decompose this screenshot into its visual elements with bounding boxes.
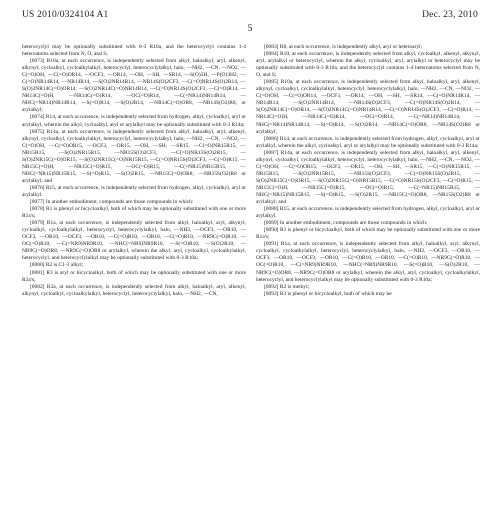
paragraph: [0081] R3 is aryl or bicycloalkyl, both of which may be optionally substituted with one or more R3a's; — [22, 269, 246, 283]
paragraph: [0075] R14a, at each occurrence, is independently selected from alkyl, haloalkyl, aryl, alkenyl, alkynyl, cycloalkyl, cycloalkylalkyl, heterocyclyl, heterocyclylalkyl, halo, —NH2, —CN, —NO2, —C(=O)OH, —C(=O)OR15, —OCF3, —OR15, —OH, —SH, —SR15, —C(=O)NR15R15, —NR15R15, —S(O)2NR15R15, —NR15S(O)2CF3, —C(=O)NR15S(O)2R15, —S(O)2NR15C(=O)OR15, —S(O)2NR15C(=O)NR15R15, —C(=O)NR15S(O)2CF3, —C(=O)R15, —NR15C(=O)H, —NR15C(=O)R15, —OC(=O)R15, —C(=NR15)NR15R15, —NHC(=NR15)NR15R15, —S(=O)R15, —S(O)2R15, —NR15C(=O)OR8, —NR15S(O2)R8 or arylalkyl; and — [22, 128, 246, 184]
paragraph: [0093] R3 is phenyl or bicycloalkyl, both of which may be — [264, 290, 392, 297]
paragraph: [0092] R2 is methyl; — [264, 283, 310, 290]
paragraph: [0078] R1 is phenyl or bicycloalkyl, both of which may be optionally substituted with one or more R1a's; — [22, 206, 246, 220]
paragraph: [0073] R10a, at each occurrence, is independently selected from alkyl, haloalkyl, aryl, alkenyl, alkynyl, cycloalkyl, cycloalkylalkyl, heterocyclyl, heterocyclylalkyl, halo, —NH2, —CN, —NO2, —C(=O)OH, —C(=O)OR14, —OCF3, —OR14, —OH, —SH, —SR14, —S(O)3H, —P(O)3H2, —C(=O)NR14R14, —NR14R14, —S(O)2NR14R14, —NR14S(O)2CF3, —C(=O)NR14S(O)2R14, —S(O)2NR14C(=O)OR14, —S(O)2NR14C(=O)NR14R14, —C(=O)NR14S(O)2CF3, —C(=O)R14, —NR14C(=O)H, —NR14C(=O)R14, —OC(=O)R14, —C(=NR14)NR14R14, —NHC(=NR14)NR14R14, —S(=O)R14, —S(O)2R14, —NR14C(=O)OR8, —NR14S(O2)R8, or arylalkyl; — [22, 58, 246, 114]
paragraph: [0084] R10, at each occurrence, is independently selected from alkyl, cycloalkyl, alkenyl, alkynyl, aryl, arylalkyl or heterocyclyl, wherein the alkyl, cycloalkyl, aryl, arylalkyl or heterocyclyl may be optionally substituted with 0-3 R10a, and the heterocyclyl contains 1-4 heteroatoms selected from N, O, and S; — [256, 51, 480, 79]
page-number: 5 — [247, 24, 253, 34]
paragraph: [0088] R15, at each occurrence, is independently selected from hydrogen, alkyl, cycloalkyl, aryl or arylalkyl. — [256, 206, 480, 220]
patent-number: US 2010/0324104 A1 — [22, 10, 109, 20]
paragraph: [0083] R8, at each occurrence, is independently alkyl, aryl or heteroaryl; — [264, 44, 423, 50]
left-column — [22, 44, 246, 510]
paragraph: [0090] R1 is phenyl or bicycloalkyl, both of which may be optionally substituted with one or more R1a's; — [256, 227, 480, 241]
paragraph: [0080] R2 is C1-3 alkyl; — [30, 262, 84, 269]
paragraph: [0079] R1a, at each occurrence, is independently selected from alkyl, haloalkyl, aryl, alkynyl, cycloalkyl, cycloalkylalkyl, heterocyclyl, heterocyclylalkyl, halo, —NH2, —OCF3, —OR10, —OCF3, —OR10, —OCF3, —OR10, —C(=O)R10, —OR10, —C(=O)R10, —NR9C(=O)R10, —OC(=O)R10, —C(=NR9)NR9R10, —NHC(=NR9)NR9R10, —S(=O)R10, —S(O)2R10, —NR9C(=O)OR8, —NR9C(=O)OR8 or arylalkyl, wherein the alkyl, aryl, cycloalkyl, cycloalkylalkyl, heterocyclyl, and heterocyclylalkyl may be optionally substituted with 0-3 R10a; — [22, 220, 246, 262]
paragraph: [0082] R3a, at each occurrence, is independently selected from alkyl, haloalkyl, aryl, alkenyl, alkynyl, cycloalkyl, cycloalkylalkyl, heterocyclyl, heterocyclylalkyl, halo, —NH2, —CN, — [22, 283, 246, 297]
paragraph: [0076] R15, at each occurrence, is independently selected from hydrogen, alkyl, cycloalkyl, aryl or arylalkyl. — [22, 184, 246, 198]
paragraph: [0087] R14a, at each occurrence, is independently selected from alkyl, haloalkyl, aryl, alkenyl, alkynyl, cycloalkyl, cycloalkylalkyl, heterocyclyl, heterocyclylalkyl, halo, —NH2, —CN, —NO2, —C(=O)OH, —C(=O)OR15, —OCF3, —OR15, —OH, —SH, —SR15, —C(=O)NR15R15, —NR15R15, —S(O)2NR15R15, —NR15S(O)2CF3, —C(=O)NR15S(O)2R15, —S(O)2NR15C(=O)OR15, —S(O)2NR15C(=O)NR15R15, —C(=O)NR15S(O)2CF3, —C(=O)R15, —NR15C(=O)H, —NR15C(=O)R15, —OC(=O)R15, —C(=NR15)NR15R15, —NHC(=NR15)NR15R15, —S(=O)R15, —S(O)2R15, —NR15C(=O)OR8, —NR15S(O2)R8 or arylalkyl; and — [256, 149, 480, 206]
paragraph: [0089] In another embodiment, compounds are those compounds in which: — [264, 220, 428, 227]
publication-date: Dec. 23, 2010 — [422, 10, 478, 20]
right-column — [256, 44, 480, 510]
paragraph: heterocyclyl may be optionally substituted with 0-3 R10a, and the heterocyclyl contains 1-4 heteroatoms selected from N, O, and S; — [22, 44, 246, 58]
paragraph: [0086] R14, at each occurrence, is independently selected from hydrogen, alkyl, cycloalkyl, aryl or arylalkyl, wherein the alkyl, cycloalkyl, aryl or arylalkyl may be optionally substituted with 0-3 R14a; — [256, 135, 480, 149]
paragraph: [0074] R14, at each occurrence, is independently selected from hydrogen, alkyl, cycloalkyl, aryl or arylalkyl, wherein the alkyl, cycloalkyl, aryl or arylalkyl may be optionally substituted with 0-3 R14a; — [22, 114, 246, 128]
paragraph: [0077] In another embodiment, compounds are those compounds in which: — [30, 199, 194, 206]
paragraph: [0085] R10a, at each occurrence, is independently selected from alkyl, haloalkyl, aryl, alkenyl, alkynyl, cycloalkyl, cycloalkylalkyl, heterocyclyl, heterocyclylalkyl, halo, —NH2, —CN, —NO2, —C(=O)OH, —C(=O)OR14, —OCF3, —OR14, —OH, —SH, —SR14, —C(=O)NR14R14, —NR14R14, —S(O)2NR14R14, —NR14S(O)2CF3, —C(=O)NR14S(O)2R14, —S(O)2NR14C(=O)OR14, —S(O)2NR14C(=O)NR14R14, —C(=O)NR14S(O)2CF3, —C(=O)R14, —NR14C(=O)H, —NR14C(=O)R14, —OC(=O)R14, —C(=NR14)NR14R14, —NHC(=NR14)NR14R14, —S(=O)R14, —S(O)2R14, —NR14C(=O)OR8, —NR14S(O2)R8 or arylalkyl; — [256, 79, 480, 135]
paragraph: [0091] R1a, at each occurrence, is independently selected from alkyl, haloalkyl, aryl, alkynyl, cycloalkyl, cycloalkylalkyl, heterocyclyl, heterocyclylalkyl, halo, —NH2, —OCF3, —OR10, —OCF3, —OR10, —OCF3, —OR10, —C(=O)R10, —OR10, —C(=O)R10, —NR9C(=O)R10, —OC(=O)R10, —C(=NR9)NR9R10, —NHC(=NR9)NR9R10, —S(=O)R10, —S(O)2R10, —NR9C(=O)OR8, —NR9C(=O)OR8 or arylalkyl, wherein the alkyl, aryl, cycloalkyl, cycloalkylalkyl, heterocyclyl, and heterocyclylalkyl may be optionally substituted with 0-3 R10a; — [256, 241, 480, 283]
